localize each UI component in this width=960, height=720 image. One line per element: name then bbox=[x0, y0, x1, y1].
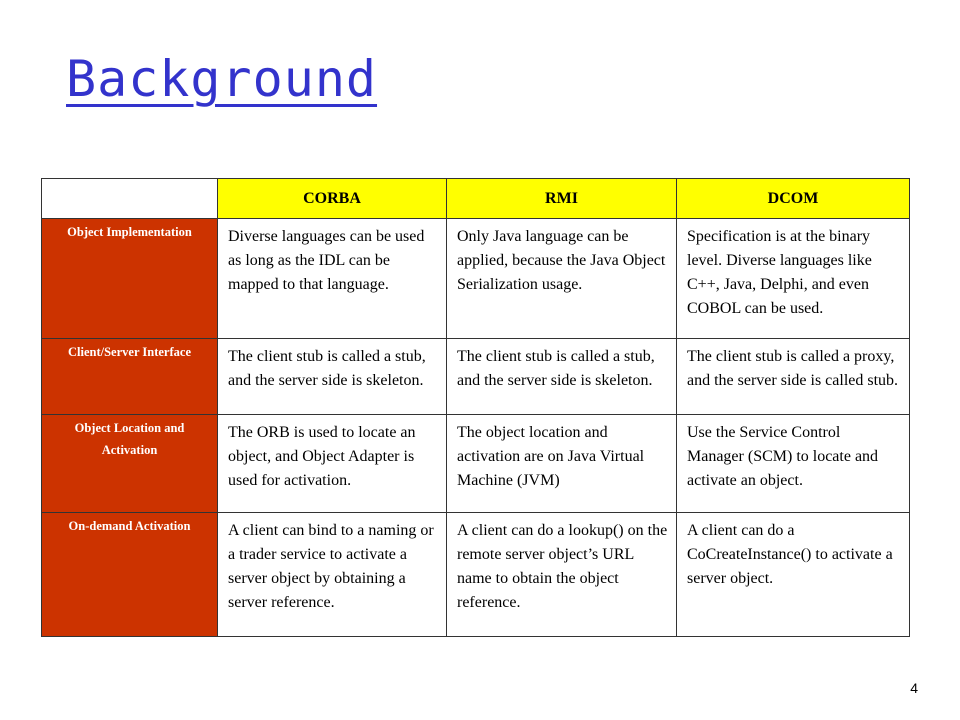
header-dcom: DCOM bbox=[677, 179, 910, 219]
cell-corba: Diverse languages can be used as long as the IDL can be mapped to that language. bbox=[218, 219, 447, 339]
header-corner-cell bbox=[42, 179, 218, 219]
table-row bbox=[42, 219, 910, 339]
table-header-row bbox=[42, 179, 910, 219]
cell-dcom: Specification is at the binary level. Diverse languages like C++, Java, Delphi, and even COBOL can be used. bbox=[677, 219, 910, 339]
header-rmi: RMI bbox=[447, 179, 677, 219]
cell-corba: The client stub is called a stub, and the server side is skeleton. bbox=[218, 339, 447, 415]
header-corba: CORBA bbox=[218, 179, 447, 219]
cell-rmi: A client can do a lookup() on the remote server object’s URL name to obtain the object reference. bbox=[447, 513, 677, 637]
cell-dcom: The client stub is called a proxy, and the server side is called stub. bbox=[677, 339, 910, 415]
row-label-on-demand-activation: On-demand Activation bbox=[42, 513, 218, 637]
cell-corba: The ORB is used to locate an object, and Object Adapter is used for activation. bbox=[218, 415, 447, 513]
cell-rmi: The client stub is called a stub, and the server side is skeleton. bbox=[447, 339, 677, 415]
row-label-client-server-interface: Client/Server Interface bbox=[42, 339, 218, 415]
cell-dcom: Use the Service Control Manager (SCM) to locate and activate an object. bbox=[677, 415, 910, 513]
page-number: 4 bbox=[910, 680, 918, 696]
table-row bbox=[42, 339, 910, 415]
cell-corba: A client can bind to a naming or a trader service to activate a server object by obtaining a server reference. bbox=[218, 513, 447, 637]
table-row bbox=[42, 513, 910, 637]
slide-title: Background bbox=[66, 50, 378, 108]
row-label-object-location-activation: Object Location and Activation bbox=[42, 415, 218, 513]
row-label-object-implementation: Object Implementation bbox=[42, 219, 218, 339]
cell-dcom: A client can do a CoCreateInstance() to activate a server object. bbox=[677, 513, 910, 637]
cell-rmi: Only Java language can be applied, because the Java Object Serialization usage. bbox=[447, 219, 677, 339]
table-row bbox=[42, 415, 910, 513]
cell-rmi: The object location and activation are on Java Virtual Machine (JVM) bbox=[447, 415, 677, 513]
comparison-table bbox=[41, 178, 910, 637]
